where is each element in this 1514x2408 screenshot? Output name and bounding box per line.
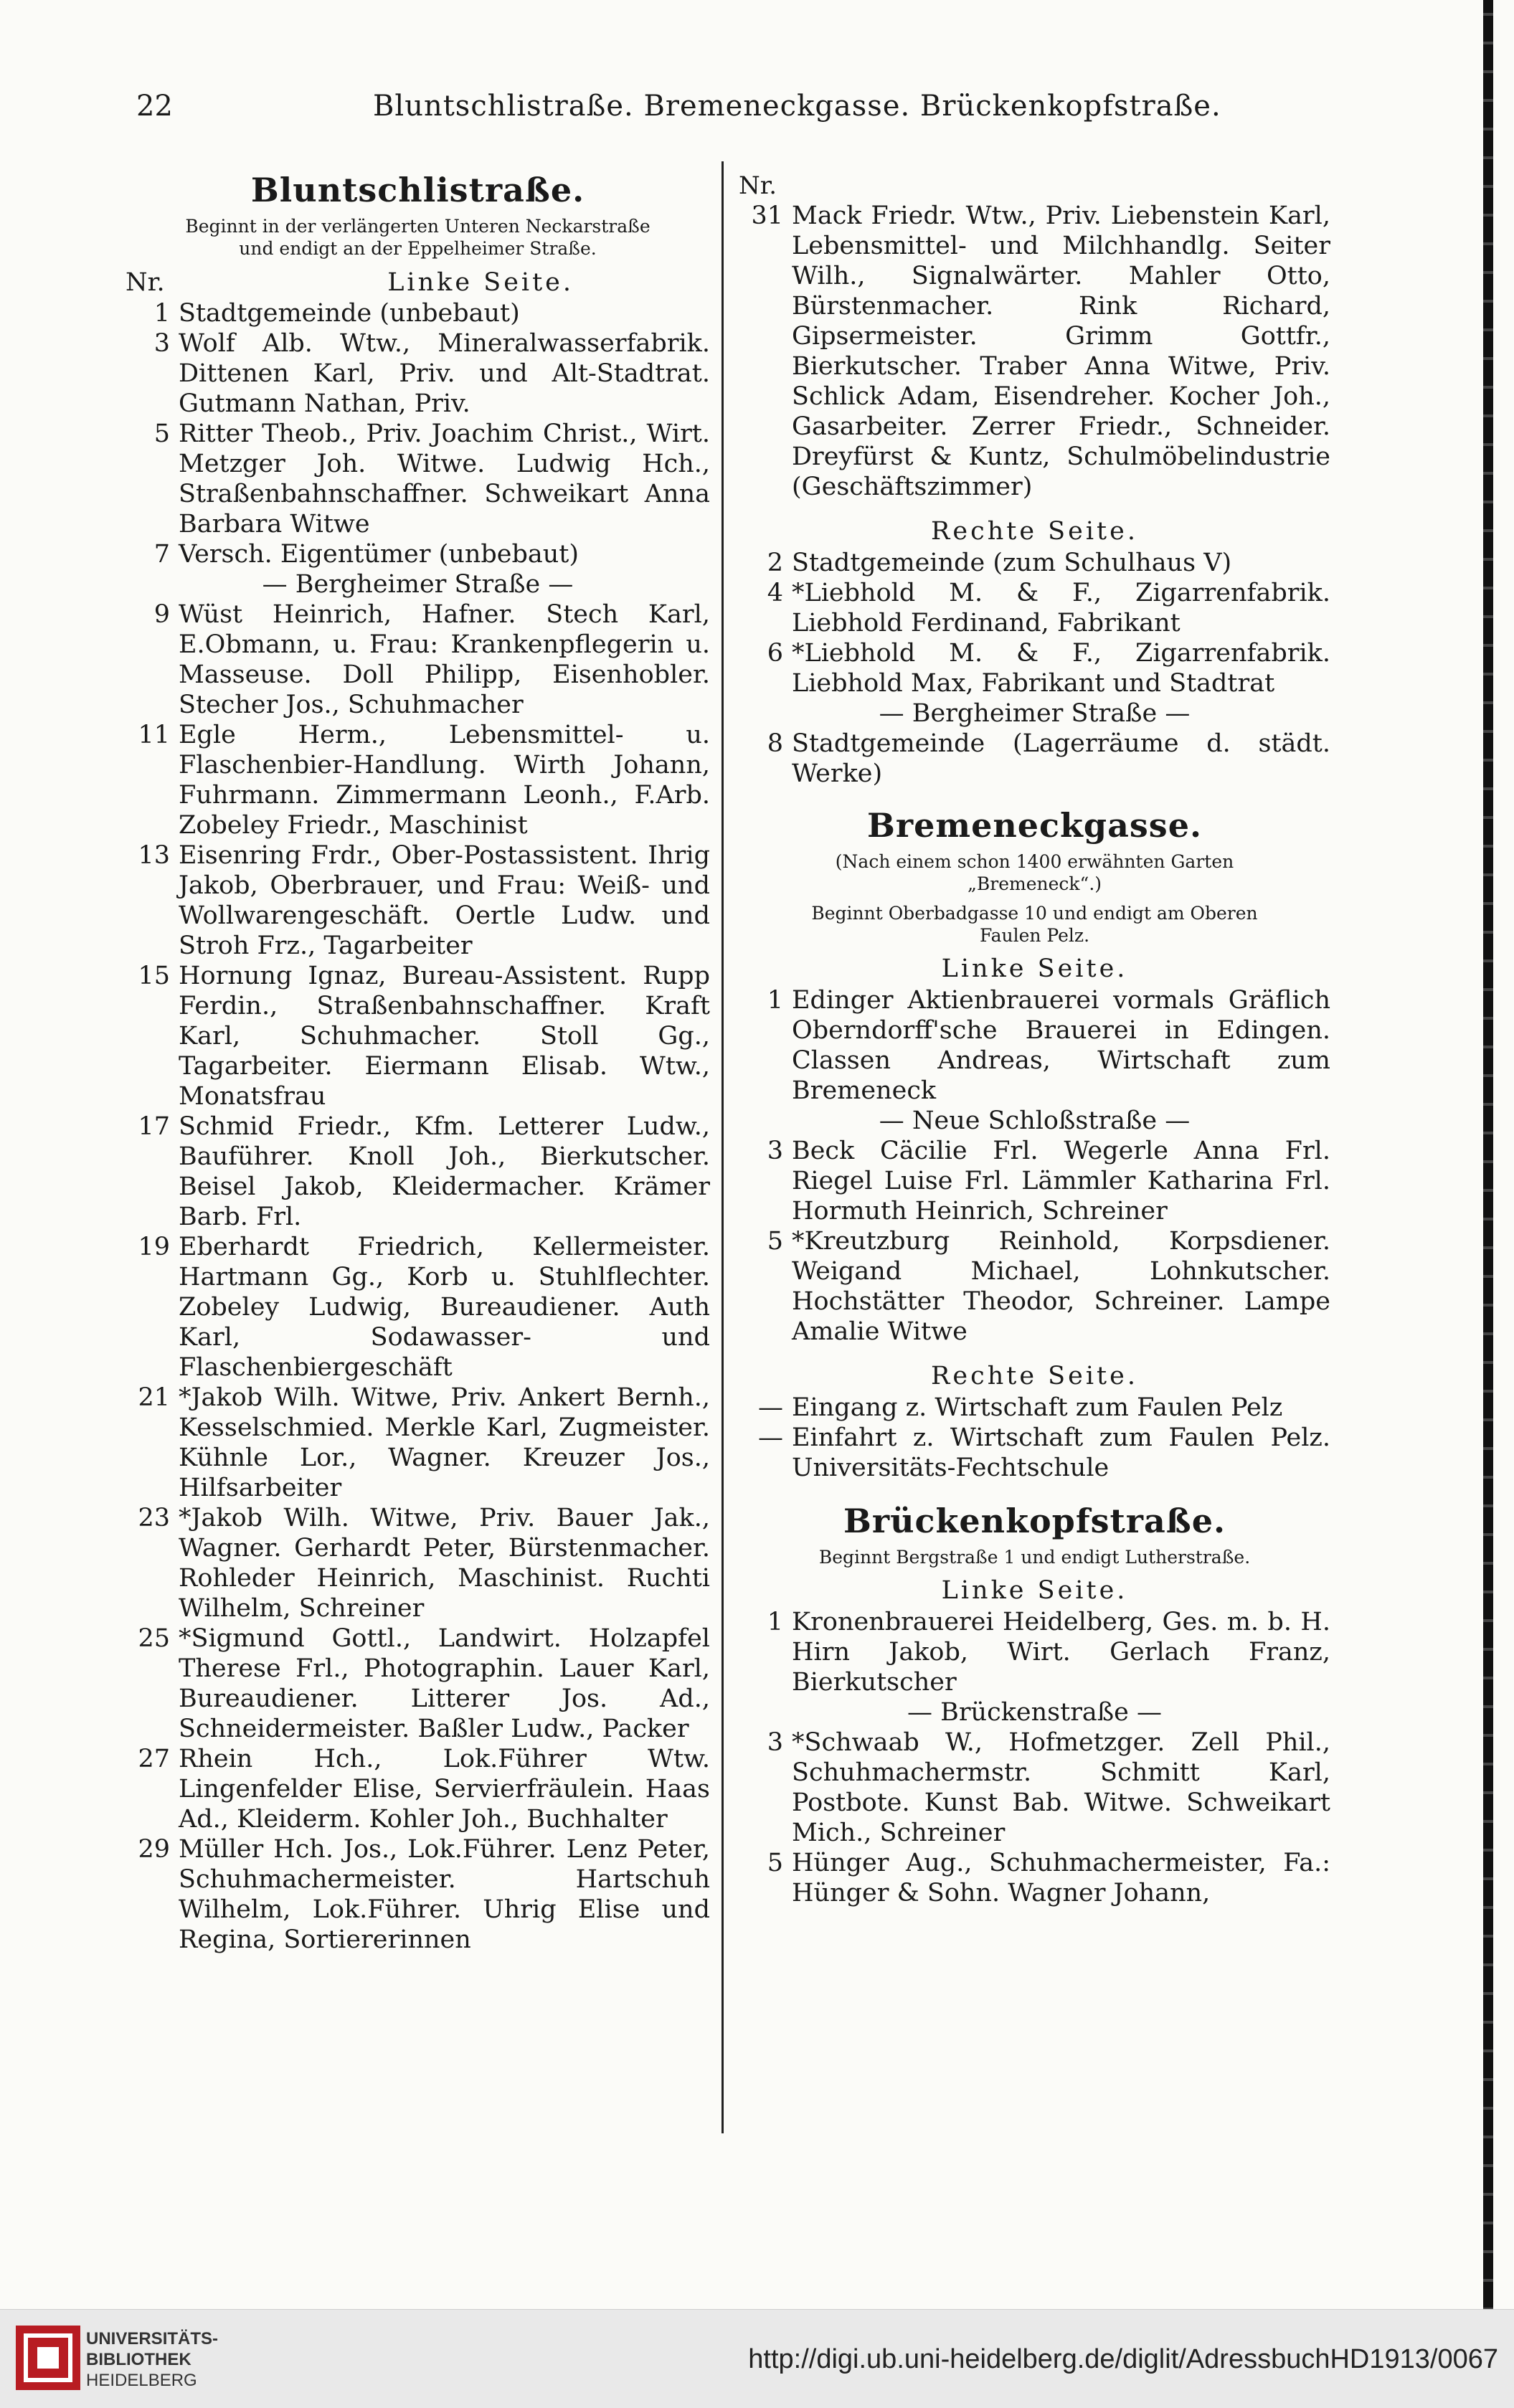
address-entry [739,1848,1330,1908]
address-entry [739,985,1330,1106]
house-number: 5 [153,419,170,448]
resident-list: Müller Hch. Jos., Lok.Führer. Lenz Peter, Schuhmachermeister. Hartschuh Wilhelm, Lok.Führer. Uhrig Elise und Regina, Sortiererinnen [179,1835,710,1954]
entry-list [739,1607,1330,1908]
house-number: 9 [153,600,170,629]
nr-label: Nr. [739,171,777,200]
house-number: 1 [767,986,783,1015]
house-number: — [758,1393,783,1422]
house-number: 8 [767,729,783,758]
resident-list: *Liebhold M. & F., Zigarrenfabrik. Liebhold Max, Fabrikant und Stadtrat [792,639,1330,698]
resident-list: Edinger Aktienbrauerei vormals Gräflich Oberndorff'sche Brauerei in Edingen. Classen Andreas, Wirtschaft zum Bremeneck [792,986,1330,1105]
resident-list: Schmid Friedr., Kfm. Letterer Ludw., Bauführer. Knoll Joh., Bierkutscher. Beisel Jakob, Kleidermacher. Krämer Barb. Frl. [179,1112,710,1231]
house-number: 1 [767,1608,783,1636]
resident-list: Mack Friedr. Wtw., Priv. Liebenstein Karl, Lebensmittel- und Milchhandlg. Seiter Wilh., Signalwärter. Mahler Otto, Bürstenmacher. Rink Richard, Gipsermeister. Grimm Gottfr., Bierkutscher. Traber Anna Witwe, Priv. Schlick Adam, Eisendreher. Kocher Joh., Gasarbeiter. Zerrer Friedr., Schneider. Dreyfürst & Kuntz, Schulmöbelindustrie (Geschäftszimmer) [792,202,1330,501]
resident-list: Hünger Aug., Schuhmachermeister, Fa.: Hünger & Sohn. Wagner Johann, [792,1849,1330,1907]
house-number: 6 [767,639,783,668]
address-entry [126,840,710,961]
house-number: 3 [153,329,170,358]
house-number: 29 [138,1835,170,1864]
address-entry [739,729,1330,789]
footer-bar [0,2309,1514,2408]
street-title-bremeneck: Bremeneckgasse. [867,806,1202,845]
house-number: 2 [767,549,783,577]
entry-list [739,201,1330,502]
address-entry [126,1623,710,1744]
address-entry [739,548,1330,578]
right-column [739,166,1330,1908]
address-entry [126,1503,710,1623]
resident-list: Stadtgemeinde (zum Schulhaus V) [792,549,1232,577]
entry-list [739,548,1330,789]
address-entry [739,1727,1330,1848]
address-entry [126,419,710,539]
side-label: Linke Seite. [941,954,1128,983]
address-entry [739,1423,1330,1483]
resident-list: Stadtgemeinde (Lagerräume d. städt. Werke) [792,729,1330,788]
address-entry [126,328,710,419]
resident-list: Wolf Alb. Wtw., Mineralwasserfabrik. Dittenen Karl, Priv. und Alt-Stadtrat. Gutmann Nathan, Priv. [179,329,710,418]
resident-list: *Liebhold M. & F., Zigarrenfabrik. Liebhold Ferdinand, Fabrikant [792,579,1330,637]
running-head [136,79,1327,129]
resident-list: Kronenbrauerei Heidelberg, Ges. m. b. H. Hirn Jakob, Wirt. Gerlach Franz, Bierkutscher [792,1608,1330,1697]
house-number: 17 [138,1112,170,1141]
house-number: 5 [767,1227,783,1256]
cross-street-marker: — Bergheimer Straße — [262,570,574,599]
street-note: Beginnt Oberbadgasse 10 und endigt am Oberen Faulen Pelz. [811,903,1258,946]
entry-list [739,985,1330,1347]
house-number: 1 [153,299,170,328]
source-url-link[interactable]: http://digi.ub.uni-heidelberg.de/diglit/AdressbuchHD1913/0067 [748,2344,1498,2374]
house-number: 23 [138,1504,170,1532]
house-number: 4 [767,579,783,607]
cross-street-marker: — Bergheimer Straße — [879,699,1191,728]
resident-list: Beck Cäcilie Frl. Wegerle Anna Frl. Riegel Luise Frl. Lämmler Katharina Frl. Hormuth Heinrich, Schreiner [792,1137,1330,1226]
resident-list: Einfahrt z. Wirtschaft zum Faulen Pelz. Universitäts-Fechtschule [792,1423,1330,1482]
address-entry [126,539,710,569]
side-label: Rechte Seite. [931,1362,1138,1390]
address-entry [126,1232,710,1383]
street-title-bluntschli: Bluntschlistraße. [250,171,585,209]
resident-list: Hornung Ignaz, Bureau-Assistent. Rupp Ferdin., Straßenbahnschaffner. Kraft Karl, Schuhmacher. Stoll Gg., Tagarbeiter. Eiermann Elisab. Wtw., Monatsfrau [179,962,710,1111]
address-entry [739,1136,1330,1226]
street-note: (Nach einem schon 1400 erwähnten Garten „Bremeneck“.) [835,851,1234,894]
resident-list: Wüst Heinrich, Hafner. Stech Karl, E.Obmann, u. Frau: Krankenpflegerin u. Masseuse. Doll Philipp, Eisenhobler. Stecher Jos., Schuhmacher [179,600,710,719]
resident-list: *Jakob Wilh. Witwe, Priv. Bauer Jak., Wagner. Gerhardt Peter, Bürstenmacher. Rohleder Heinrich, Maschinist. Ruchti Wilhelm, Schreiner [179,1504,710,1623]
house-number: 15 [138,962,170,990]
column-header [126,267,710,298]
resident-list: *Schwaab W., Hofmetzger. Zell Phil., Schuhmachermstr. Schmitt Karl, Postbote. Kunst Bab. Witwe. Schweikart Mich., Schreiner [792,1728,1330,1847]
resident-list: Eisenring Frdr., Ober-Postassistent. Ihrig Jakob, Oberbrauer, und Frau: Weiß- und Wollwarengeschäft. Oertle Ludw. und Stroh Frz., Tagarbeiter [179,841,710,960]
address-entry [126,1834,710,1955]
address-entry [739,1226,1330,1347]
resident-list: Ritter Theob., Priv. Joachim Christ., Wirt. Metzger Joh. Witwe. Ludwig Hch., Straßenbahnschaffner. Schweikart Anna Barbara Witwe [179,419,710,539]
house-number: 5 [767,1849,783,1877]
resident-list: *Kreutzburg Reinhold, Korpsdiener. Weigand Michael, Lohnkutscher. Hochstätter Theodor, Schreiner. Lampe Amalie Witwe [792,1227,1330,1346]
resident-list: Eberhardt Friedrich, Kellermeister. Hartmann Gg., Korb u. Stuhlflechter. Zobeley Ludwig, Bureaudiener. Auth Karl, Sodawasser- und Flaschenbiergeschäft [179,1233,710,1382]
house-number: — [758,1423,783,1452]
cross-street-marker: — Brückenstraße — [907,1698,1163,1727]
address-entry [739,578,1330,638]
entry-list [126,298,710,1955]
column-divider [721,161,724,2133]
resident-list: Eingang z. Wirtschaft zum Faulen Pelz [792,1393,1283,1422]
house-number: 19 [138,1233,170,1261]
house-number: 13 [138,841,170,870]
entry-list [739,1393,1330,1483]
side-label: Linke Seite. [387,268,574,297]
address-entry [126,1383,710,1503]
side-label: Linke Seite. [941,1576,1128,1605]
resident-list: Stadtgemeinde (unbebaut) [179,299,520,328]
page-edge [1483,0,1493,2309]
address-entry [739,201,1330,502]
address-entry [126,720,710,840]
house-number: 25 [138,1624,170,1653]
address-entry [126,599,710,720]
university-library-logo [16,2326,80,2390]
house-number: 27 [138,1745,170,1773]
address-entry [739,1607,1330,1697]
house-number: 7 [153,540,170,569]
house-number: 21 [138,1383,170,1412]
cross-street-marker: — Neue Schloßstraße — [879,1106,1191,1135]
house-number: 31 [751,202,783,230]
resident-list: Rhein Hch., Lok.Führer Wtw. Lingenfelder Elise, Servierfräulein. Haas Ad., Kleiderm. Kohler Joh., Buchhalter [179,1745,710,1834]
address-entry [126,298,710,328]
left-column [126,166,710,1955]
library-name: UNIVERSITÄTS- BIBLIOTHEK HEIDELBERG [86,2329,219,2390]
resident-list: *Sigmund Gottl., Landwirt. Holzapfel Therese Frl., Photographin. Lauer Karl, Bureaudiener. Litterer Jos. Ad., Schneidermeister. Baßler Ludw., Packer [179,1624,710,1743]
address-entry [126,1744,710,1834]
street-title-brueckenkopf: Brückenkopfstraße. [843,1502,1226,1540]
street-note: Beginnt in der verlängerten Unteren Neckarstraße und endigt an der Eppelheimer Straße. [185,216,650,259]
street-note: Beginnt Bergstraße 1 und endigt Lutherstraße. [818,1547,1251,1568]
address-entry [739,638,1330,698]
page-number: 22 [136,90,173,123]
resident-list: Egle Herm., Lebensmittel- u. Flaschenbier-Handlung. Wirth Johann, Fuhrmann. Zimmermann Leonh., F.Arb. Zobeley Friedr., Maschinist [179,721,710,840]
side-label: Rechte Seite. [931,517,1138,546]
nr-label: Nr. [126,268,165,297]
house-number: 11 [138,721,170,749]
address-entry [126,961,710,1111]
address-entry [126,1111,710,1232]
resident-list: Versch. Eigentümer (unbebaut) [179,540,579,569]
house-number: 3 [767,1728,783,1757]
house-number: 3 [767,1137,783,1165]
resident-list: *Jakob Wilh. Witwe, Priv. Ankert Bernh., Kesselschmied. Merkle Karl, Zugmeister. Kühnle Lor., Wagner. Kreuzer Jos., Hilfsarbeiter [179,1383,710,1502]
running-title: Bluntschlistraße. Bremeneckgasse. Brückenkopfstraße. [373,90,1221,123]
address-entry [739,1393,1330,1423]
